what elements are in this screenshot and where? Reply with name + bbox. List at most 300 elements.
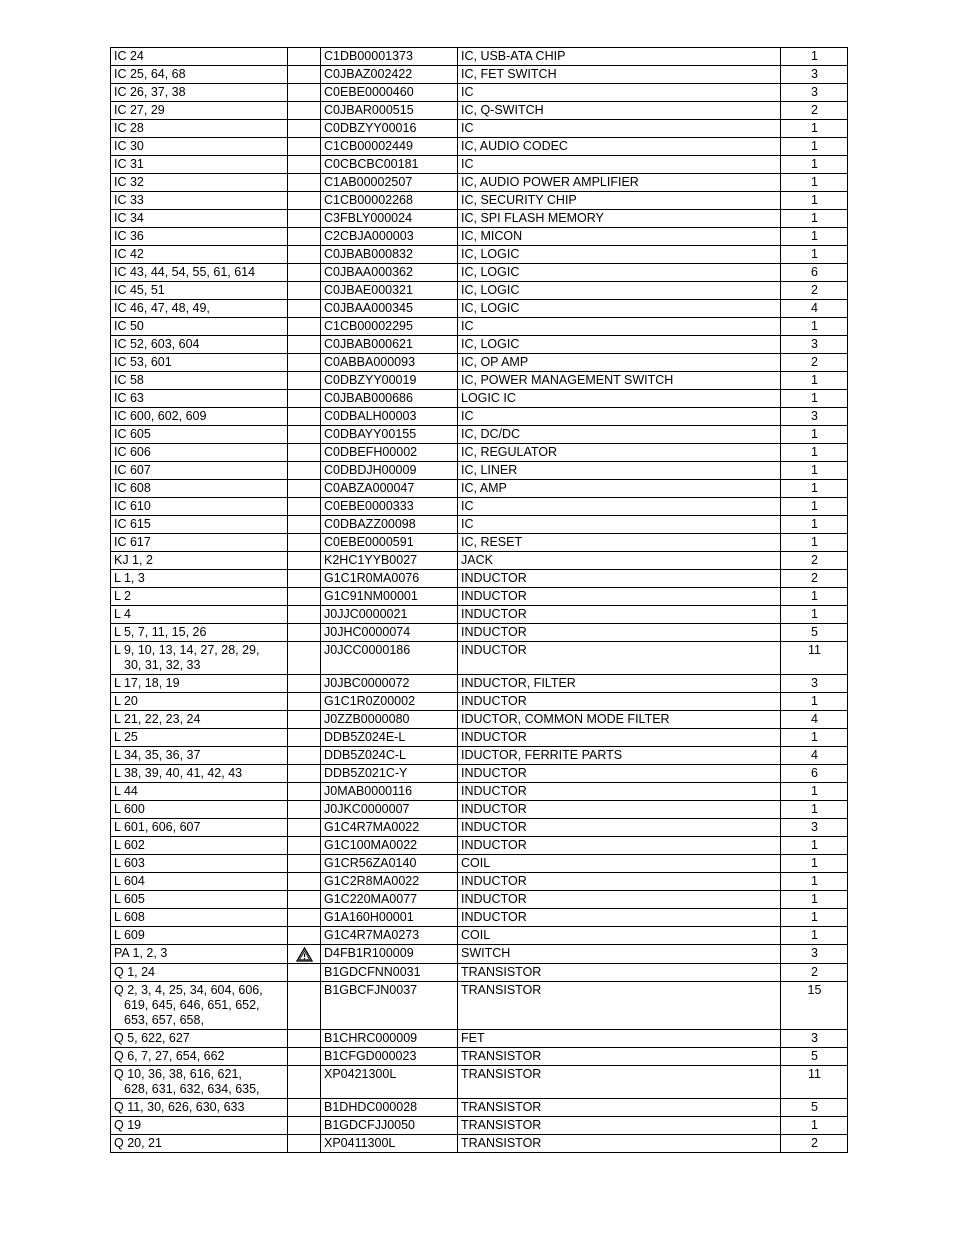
part-number-cell: J0JJC0000021 <box>321 606 458 624</box>
part-number-cell: G1C91NM00001 <box>321 588 458 606</box>
part-number-cell: B1DHDC000028 <box>321 1099 458 1117</box>
part-number-cell: G1A160H00001 <box>321 909 458 927</box>
description-cell: IC <box>458 120 781 138</box>
description-cell: INDUCTOR <box>458 873 781 891</box>
table-row <box>111 1066 848 1099</box>
reference-text: L 17, 18, 19 <box>114 676 180 690</box>
reference-text: IC 600, 602, 609 <box>114 409 207 423</box>
reference-cell <box>111 1030 288 1048</box>
description-cell: IC, LOGIC <box>458 264 781 282</box>
table-row <box>111 747 848 765</box>
part-number-cell: G1C220MA0077 <box>321 891 458 909</box>
quantity-cell: 1 <box>781 837 848 855</box>
quantity-cell: 6 <box>781 264 848 282</box>
description-cell: IC, DC/DC <box>458 426 781 444</box>
reference-text: IC 26, 37, 38 <box>114 85 186 99</box>
table-row <box>111 282 848 300</box>
quantity-cell: 2 <box>781 964 848 982</box>
part-number-cell: DDB5Z024C-L <box>321 747 458 765</box>
part-number-cell: C1CB00002449 <box>321 138 458 156</box>
description-cell: IDUCTOR, FERRITE PARTS <box>458 747 781 765</box>
description-cell: SWITCH <box>458 945 781 964</box>
reference-text: IC 34 <box>114 211 144 225</box>
description-cell: LOGIC IC <box>458 390 781 408</box>
table-row <box>111 693 848 711</box>
reference-cell <box>111 642 288 675</box>
part-number-cell: C0EBE0000460 <box>321 84 458 102</box>
quantity-cell: 1 <box>781 783 848 801</box>
quantity-cell: 1 <box>781 909 848 927</box>
reference-text: Q 19 <box>114 1118 142 1132</box>
description-cell: INDUCTOR <box>458 570 781 588</box>
description-cell: INDUCTOR <box>458 819 781 837</box>
part-number-cell: C0JBAB000621 <box>321 336 458 354</box>
table-row <box>111 945 848 964</box>
reference-cell <box>111 1099 288 1117</box>
reference-cell <box>111 138 288 156</box>
safety-mark-cell <box>288 675 321 693</box>
safety-mark-cell <box>288 855 321 873</box>
table-row <box>111 462 848 480</box>
table-row <box>111 765 848 783</box>
safety-mark-cell <box>288 711 321 729</box>
safety-mark-cell <box>288 48 321 66</box>
quantity-cell: 1 <box>781 729 848 747</box>
description-cell: IC, LOGIC <box>458 282 781 300</box>
reference-text: IC 605 <box>114 427 151 441</box>
reference-text: IC 33 <box>114 193 144 207</box>
table-row <box>111 964 848 982</box>
safety-mark-cell <box>288 138 321 156</box>
reference-cell <box>111 606 288 624</box>
safety-mark-cell <box>288 837 321 855</box>
safety-mark-cell <box>288 444 321 462</box>
description-cell: IC, LOGIC <box>458 246 781 264</box>
reference-cell <box>111 552 288 570</box>
reference-cell <box>111 801 288 819</box>
table-row <box>111 873 848 891</box>
reference-cell <box>111 372 288 390</box>
reference-cell <box>111 1135 288 1153</box>
table-row <box>111 552 848 570</box>
part-number-cell: C0JBAA000345 <box>321 300 458 318</box>
description-cell: COIL <box>458 927 781 945</box>
description-cell: INDUCTOR <box>458 837 781 855</box>
description-cell: IC <box>458 516 781 534</box>
safety-mark-cell <box>288 318 321 336</box>
quantity-cell: 1 <box>781 693 848 711</box>
quantity-cell: 5 <box>781 1099 848 1117</box>
safety-mark-cell <box>288 1048 321 1066</box>
quantity-cell: 2 <box>781 282 848 300</box>
reference-text: Q 2, 3, 4, 25, 34, 604, 606, <box>114 983 263 997</box>
reference-text: IC 28 <box>114 121 144 135</box>
reference-cell <box>111 711 288 729</box>
description-cell: IC, REGULATOR <box>458 444 781 462</box>
description-cell: INDUCTOR <box>458 783 781 801</box>
description-cell: INDUCTOR <box>458 588 781 606</box>
description-cell: TRANSISTOR <box>458 1099 781 1117</box>
table-row <box>111 192 848 210</box>
table-row <box>111 66 848 84</box>
quantity-cell: 3 <box>781 84 848 102</box>
reference-text: IC 606 <box>114 445 151 459</box>
description-cell: TRANSISTOR <box>458 1135 781 1153</box>
safety-mark-cell <box>288 982 321 1030</box>
part-number-cell: G1C1R0MA0076 <box>321 570 458 588</box>
reference-text: L 4 <box>114 607 131 621</box>
reference-text: Q 1, 24 <box>114 965 155 979</box>
reference-text: PA 1, 2, 3 <box>114 946 168 960</box>
table-row <box>111 909 848 927</box>
safety-mark-cell <box>288 372 321 390</box>
reference-text: L 1, 3 <box>114 571 145 585</box>
quantity-cell: 5 <box>781 624 848 642</box>
safety-mark-cell <box>288 282 321 300</box>
table-row <box>111 982 848 1030</box>
quantity-cell: 3 <box>781 675 848 693</box>
reference-cell <box>111 819 288 837</box>
safety-mark-cell <box>288 1030 321 1048</box>
part-number-cell: C1CB00002295 <box>321 318 458 336</box>
quantity-cell: 1 <box>781 390 848 408</box>
quantity-cell: 1 <box>781 927 848 945</box>
safety-mark-cell <box>288 498 321 516</box>
quantity-cell: 1 <box>781 1117 848 1135</box>
description-cell: IC, LINER <box>458 462 781 480</box>
reference-text: L 600 <box>114 802 145 816</box>
table-row <box>111 480 848 498</box>
safety-mark-cell <box>288 354 321 372</box>
safety-mark-cell <box>288 642 321 675</box>
quantity-cell: 1 <box>781 891 848 909</box>
table-row <box>111 174 848 192</box>
safety-mark-cell <box>288 300 321 318</box>
reference-text: L 609 <box>114 928 145 942</box>
table-row <box>111 1099 848 1117</box>
reference-text: IC 30 <box>114 139 144 153</box>
description-cell: IC, SECURITY CHIP <box>458 192 781 210</box>
reference-cell <box>111 336 288 354</box>
reference-text-continued: 653, 657, 658, <box>124 1013 204 1027</box>
quantity-cell: 3 <box>781 336 848 354</box>
description-cell: FET <box>458 1030 781 1048</box>
part-number-cell: C0DBAYY00155 <box>321 426 458 444</box>
part-number-cell: J0MAB0000116 <box>321 783 458 801</box>
description-cell: IC <box>458 318 781 336</box>
table-row <box>111 588 848 606</box>
reference-cell <box>111 675 288 693</box>
reference-text: L 605 <box>114 892 145 906</box>
reference-text: IC 31 <box>114 157 144 171</box>
table-row <box>111 138 848 156</box>
safety-mark-cell <box>288 693 321 711</box>
description-cell: IC, SPI FLASH MEMORY <box>458 210 781 228</box>
table-row <box>111 210 848 228</box>
quantity-cell: 2 <box>781 552 848 570</box>
part-number-cell: DDB5Z024E-L <box>321 729 458 747</box>
description-cell: INDUCTOR <box>458 729 781 747</box>
part-number-cell: J0JBC0000072 <box>321 675 458 693</box>
reference-text: L 9, 10, 13, 14, 27, 28, 29, <box>114 643 260 657</box>
part-number-cell: C0DBDJH00009 <box>321 462 458 480</box>
part-number-cell: C1DB00001373 <box>321 48 458 66</box>
table-row <box>111 516 848 534</box>
table-row <box>111 354 848 372</box>
safety-mark-cell <box>288 783 321 801</box>
part-number-cell: C0JBAE000321 <box>321 282 458 300</box>
reference-text: IC 25, 64, 68 <box>114 67 186 81</box>
part-number-cell: XP0421300L <box>321 1066 458 1099</box>
reference-text: L 608 <box>114 910 145 924</box>
reference-text: IC 42 <box>114 247 144 261</box>
description-cell: IDUCTOR, COMMON MODE FILTER <box>458 711 781 729</box>
reference-cell <box>111 588 288 606</box>
reference-text: Q 5, 622, 627 <box>114 1031 190 1045</box>
description-cell: IC, OP AMP <box>458 354 781 372</box>
reference-text: IC 32 <box>114 175 144 189</box>
part-number-cell: C0DBAZZ00098 <box>321 516 458 534</box>
reference-cell <box>111 444 288 462</box>
quantity-cell: 1 <box>781 480 848 498</box>
reference-cell <box>111 516 288 534</box>
quantity-cell: 3 <box>781 945 848 964</box>
reference-cell <box>111 1117 288 1135</box>
safety-mark-cell <box>288 192 321 210</box>
reference-cell <box>111 84 288 102</box>
reference-text: L 44 <box>114 784 138 798</box>
description-cell: INDUCTOR <box>458 606 781 624</box>
table-row <box>111 246 848 264</box>
part-number-cell: C0CBCBC00181 <box>321 156 458 174</box>
description-cell: IC, LOGIC <box>458 336 781 354</box>
part-number-cell: C0ABZA000047 <box>321 480 458 498</box>
part-number-cell: C0JBAZ002422 <box>321 66 458 84</box>
table-row <box>111 1117 848 1135</box>
part-number-cell: C1AB00002507 <box>321 174 458 192</box>
reference-text: IC 43, 44, 54, 55, 61, 614 <box>114 265 256 279</box>
table-row <box>111 498 848 516</box>
reference-text: IC 608 <box>114 481 151 495</box>
reference-cell <box>111 1066 288 1099</box>
quantity-cell: 1 <box>781 156 848 174</box>
safety-mark-cell <box>288 534 321 552</box>
description-cell: INDUCTOR, FILTER <box>458 675 781 693</box>
safety-mark-cell <box>288 102 321 120</box>
reference-cell <box>111 408 288 426</box>
safety-mark-cell <box>288 1066 321 1099</box>
reference-cell <box>111 282 288 300</box>
reference-cell <box>111 729 288 747</box>
table-row <box>111 534 848 552</box>
part-number-cell: C0EBE0000591 <box>321 534 458 552</box>
quantity-cell: 1 <box>781 120 848 138</box>
safety-mark-cell <box>288 873 321 891</box>
safety-mark-cell <box>288 516 321 534</box>
part-number-cell: J0JKC0000007 <box>321 801 458 819</box>
reference-text: Q 20, 21 <box>114 1136 162 1150</box>
reference-text: IC 52, 603, 604 <box>114 337 200 351</box>
part-number-cell: C0ABBA000093 <box>321 354 458 372</box>
part-number-cell: XP0411300L <box>321 1135 458 1153</box>
description-cell: IC, AUDIO POWER AMPLIFIER <box>458 174 781 192</box>
part-number-cell: B1GDCFJJ0050 <box>321 1117 458 1135</box>
reference-cell <box>111 174 288 192</box>
reference-text: IC 27, 29 <box>114 103 165 117</box>
part-number-cell: C0JBAR000515 <box>321 102 458 120</box>
reference-cell <box>111 570 288 588</box>
quantity-cell: 11 <box>781 642 848 675</box>
table-row <box>111 855 848 873</box>
part-number-cell: G1CR56ZA0140 <box>321 855 458 873</box>
quantity-cell: 1 <box>781 873 848 891</box>
reference-text-continued: 628, 631, 632, 634, 635, <box>124 1082 260 1096</box>
table-row <box>111 837 848 855</box>
reference-text: L 602 <box>114 838 145 852</box>
reference-cell <box>111 624 288 642</box>
reference-cell <box>111 498 288 516</box>
safety-mark-cell <box>288 909 321 927</box>
description-cell: IC, AUDIO CODEC <box>458 138 781 156</box>
reference-cell <box>111 156 288 174</box>
table-row <box>111 675 848 693</box>
quantity-cell: 3 <box>781 1030 848 1048</box>
table-row <box>111 1135 848 1153</box>
safety-mark-cell <box>288 747 321 765</box>
quantity-cell: 6 <box>781 765 848 783</box>
description-cell: INDUCTOR <box>458 909 781 927</box>
quantity-cell: 1 <box>781 606 848 624</box>
parts-list-table <box>110 47 848 1153</box>
quantity-cell: 1 <box>781 498 848 516</box>
table-row <box>111 408 848 426</box>
reference-text: IC 46, 47, 48, 49, <box>114 301 210 315</box>
quantity-cell: 3 <box>781 408 848 426</box>
table-row <box>111 318 848 336</box>
reference-cell <box>111 855 288 873</box>
reference-cell <box>111 354 288 372</box>
table-row <box>111 120 848 138</box>
safety-mark-cell <box>288 891 321 909</box>
description-cell: IC, AMP <box>458 480 781 498</box>
reference-cell <box>111 534 288 552</box>
description-cell: IC, MICON <box>458 228 781 246</box>
reference-text: Q 6, 7, 27, 654, 662 <box>114 1049 225 1063</box>
table-row <box>111 711 848 729</box>
description-cell: IC <box>458 156 781 174</box>
quantity-cell: 1 <box>781 462 848 480</box>
safety-mark-cell <box>288 1117 321 1135</box>
reference-text: L 20 <box>114 694 138 708</box>
reference-cell <box>111 1048 288 1066</box>
table-row <box>111 390 848 408</box>
safety-mark-cell <box>288 228 321 246</box>
quantity-cell: 1 <box>781 210 848 228</box>
reference-text: Q 10, 36, 38, 616, 621, <box>114 1067 242 1081</box>
description-cell: TRANSISTOR <box>458 982 781 1030</box>
description-cell: IC, RESET <box>458 534 781 552</box>
table-row <box>111 927 848 945</box>
reference-cell <box>111 873 288 891</box>
reference-text: IC 617 <box>114 535 151 549</box>
part-number-cell: C0DBEFH00002 <box>321 444 458 462</box>
part-number-cell: J0JCC0000186 <box>321 642 458 675</box>
safety-mark-cell <box>288 156 321 174</box>
table-row <box>111 819 848 837</box>
safety-mark-cell <box>288 606 321 624</box>
reference-text: L 2 <box>114 589 131 603</box>
part-number-cell: J0ZZB0000080 <box>321 711 458 729</box>
part-number-cell: B1CFGD000023 <box>321 1048 458 1066</box>
table-row <box>111 48 848 66</box>
table-row <box>111 624 848 642</box>
description-cell: INDUCTOR <box>458 693 781 711</box>
description-cell: INDUCTOR <box>458 642 781 675</box>
reference-cell <box>111 964 288 982</box>
safety-mark-cell <box>288 945 321 964</box>
quantity-cell: 2 <box>781 570 848 588</box>
warning-triangle-icon <box>291 947 318 962</box>
reference-cell <box>111 210 288 228</box>
reference-cell <box>111 927 288 945</box>
reference-text: IC 58 <box>114 373 144 387</box>
quantity-cell: 1 <box>781 372 848 390</box>
reference-text: L 603 <box>114 856 145 870</box>
table-row <box>111 642 848 675</box>
part-number-cell: D4FB1R100009 <box>321 945 458 964</box>
description-cell: IC <box>458 408 781 426</box>
quantity-cell: 1 <box>781 426 848 444</box>
table-row <box>111 783 848 801</box>
table-row <box>111 102 848 120</box>
part-number-cell: C0EBE0000333 <box>321 498 458 516</box>
reference-cell <box>111 264 288 282</box>
description-cell: IC, USB-ATA CHIP <box>458 48 781 66</box>
table-row <box>111 84 848 102</box>
reference-cell <box>111 120 288 138</box>
reference-cell <box>111 747 288 765</box>
table-row <box>111 444 848 462</box>
part-number-cell: C0JBAA000362 <box>321 264 458 282</box>
description-cell: IC, Q-SWITCH <box>458 102 781 120</box>
quantity-cell: 3 <box>781 819 848 837</box>
part-number-cell: C1CB00002268 <box>321 192 458 210</box>
description-cell: IC <box>458 498 781 516</box>
description-cell: TRANSISTOR <box>458 1048 781 1066</box>
quantity-cell: 1 <box>781 228 848 246</box>
description-cell: INDUCTOR <box>458 765 781 783</box>
reference-cell <box>111 783 288 801</box>
reference-text: L 34, 35, 36, 37 <box>114 748 201 762</box>
reference-text: L 5, 7, 11, 15, 26 <box>114 625 207 639</box>
reference-cell <box>111 300 288 318</box>
reference-text-continued: 619, 645, 646, 651, 652, <box>124 998 260 1012</box>
table-row <box>111 372 848 390</box>
reference-text: IC 610 <box>114 499 151 513</box>
parts-list-body <box>111 48 848 1153</box>
quantity-cell: 1 <box>781 534 848 552</box>
safety-mark-cell <box>288 927 321 945</box>
description-cell: IC, FET SWITCH <box>458 66 781 84</box>
reference-cell <box>111 837 288 855</box>
part-number-cell: DDB5Z021C-Y <box>321 765 458 783</box>
reference-cell <box>111 102 288 120</box>
reference-text: Q 11, 30, 626, 630, 633 <box>114 1100 245 1114</box>
description-cell: JACK <box>458 552 781 570</box>
table-row <box>111 891 848 909</box>
quantity-cell: 1 <box>781 192 848 210</box>
description-cell: TRANSISTOR <box>458 964 781 982</box>
